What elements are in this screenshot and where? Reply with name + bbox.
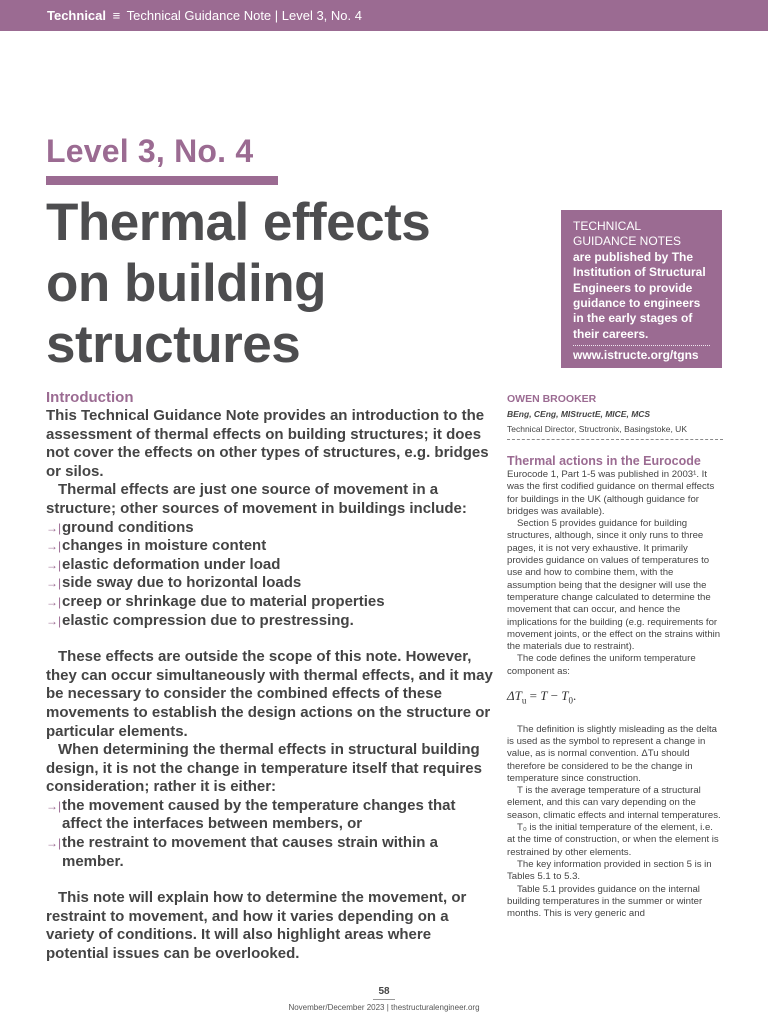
body-paragraph: T₀ is the initial temperature of the element, i.e. at the time of construction, or when the element is restrained by other elements. <box>507 822 719 858</box>
thermal-effects-list <box>46 797 494 871</box>
page-footer <box>0 986 768 1012</box>
tgn-url-link[interactable]: www.istructe.org/tgns <box>573 348 699 363</box>
list-item: →| elastic deformation under load <box>46 555 281 573</box>
body-paragraph: The key information provided in section 5 is in Tables 5.1 to 5.3. <box>507 858 712 883</box>
header-section: Technical <box>47 8 107 23</box>
tgn-divider <box>573 345 710 363</box>
arrow-bullet-icon: →| <box>46 613 62 628</box>
intro-paragraph: These effects are outside the scope of this note. However, they can occur simultaneously with thermal effects, and it may be necessary to consider the combined effects of these movements to establish the design actions on the structure or particular elements. <box>46 648 493 740</box>
body-paragraph: T is the average temperature of a structural element, and this can vary depending on the season, climatic effects and internal temperatures. <box>507 785 721 821</box>
running-header-text <box>0 8 362 23</box>
level-label: Level 3, No. 4 <box>46 133 254 169</box>
list-item: →| elastic compression due to prestressing. <box>46 611 354 629</box>
side-column <box>507 389 723 920</box>
arrow-bullet-icon: →| <box>46 798 62 813</box>
arrow-bullet-icon: →| <box>46 836 62 851</box>
main-column <box>46 389 494 964</box>
temperature-formula: $\Delta T_u = T - T_0$. <box>507 688 577 706</box>
footer-rule <box>373 999 395 1000</box>
page-number: 58 <box>378 986 390 997</box>
list-item: →| the restraint to movement that causes strain within a member. <box>46 834 438 870</box>
intro-paragraph: This note will explain how to determine the movement, or restraint to movement, and how it varies depending on a variety of conditions. It will also highlight areas where potential issues can be overlooked. <box>46 889 467 963</box>
intro-heading: Introduction <box>46 389 134 406</box>
list-item: →| changes in moisture content <box>46 537 267 555</box>
body-paragraph: Table 5.1 provides guidance on the internal building temperatures in the summer or winter months. This is very generic and <box>507 883 703 920</box>
body-paragraph: The definition is slightly misleading as the delta is used as the symbol to represent a change in value, as is normal convention. ΔTu should therefore be considered to be the change in temperature since construction. <box>507 723 717 784</box>
list-item: →| side sway due to horizontal loads <box>46 574 302 592</box>
movement-sources-list <box>46 519 494 631</box>
footer-publication: November/December 2023 | thestructuralengineer.org <box>288 1003 480 1012</box>
arrow-bullet-icon: →| <box>46 520 62 535</box>
tgn-info-box <box>561 210 722 368</box>
spacer <box>46 630 494 648</box>
running-header <box>0 0 768 31</box>
intro-paragraph: When determining the thermal effects in structural building design, it is not the change in temperature itself that requires consideration; rather it is either: <box>46 741 482 796</box>
spacer <box>46 871 494 889</box>
author-role: Technical Director, Structronix, Basingstoke, UK <box>507 424 723 440</box>
body-paragraph: Section 5 provides guidance for building structures, although, since it only runs to three pages, it is not very exhaustive. It primarily provides guidance on values of temperatures to use and how to combine them, with the assumption being that the designer will use the temperature change calculated to determine the movement that can occur, and hence the implications for the building (e.g. requirements for movement joints, or the effect on the strains within the materials due to restraint). <box>507 518 721 653</box>
arrow-bullet-icon: →| <box>46 576 62 591</box>
list-item: →| the movement caused by the temperature changes that affect the interfaces between members, or <box>46 796 456 833</box>
tgn-heading-line: GUIDANCE NOTES <box>573 234 682 249</box>
list-item: →| creep or shrinkage due to material properties <box>46 592 385 610</box>
list-item: →| ground conditions <box>46 518 194 536</box>
eurocode-heading: Thermal actions in the Eurocode <box>507 454 701 468</box>
header-title: Technical Guidance Note | Level 3, No. 4 <box>126 8 362 23</box>
tgn-body: are published by The Institution of Structural Engineers to provide guidance to engineers in the early stages of their careers. <box>573 249 706 341</box>
body-paragraph: Eurocode 1, Part 1-5 was published in 2003¹. It was the first codified guidance on thermal effects for buildings in the UK (although guidance for bridges was available). <box>507 469 715 517</box>
author-credentials: BEng, CEng, MIStructE, MICE, MCS <box>507 409 651 419</box>
intro-paragraph: This Technical Guidance Note provides an introduction to the assessment of thermal effects on building structures; it does not cover the effects on other types of structures, e.g. bridges or silos. <box>46 407 489 480</box>
tgn-heading-line: TECHNICAL <box>573 219 642 233</box>
author-name: OWEN BROOKER <box>507 393 597 405</box>
intro-paragraph: Thermal effects are just one source of movement in a structure; other sources of movement in buildings include: <box>46 481 467 517</box>
arrow-bullet-icon: →| <box>46 594 62 609</box>
arrow-bullet-icon: →| <box>46 557 62 572</box>
title-line: on building <box>46 254 327 313</box>
title-line: Thermal effects <box>46 193 431 252</box>
body-paragraph: The code defines the uniform temperature component as: <box>507 653 696 677</box>
article-title <box>46 192 526 375</box>
arrow-bullet-icon: →| <box>46 539 62 554</box>
title-line: structures <box>46 315 301 374</box>
menu-icon: ≡ <box>112 8 121 23</box>
level-underline <box>46 176 278 185</box>
